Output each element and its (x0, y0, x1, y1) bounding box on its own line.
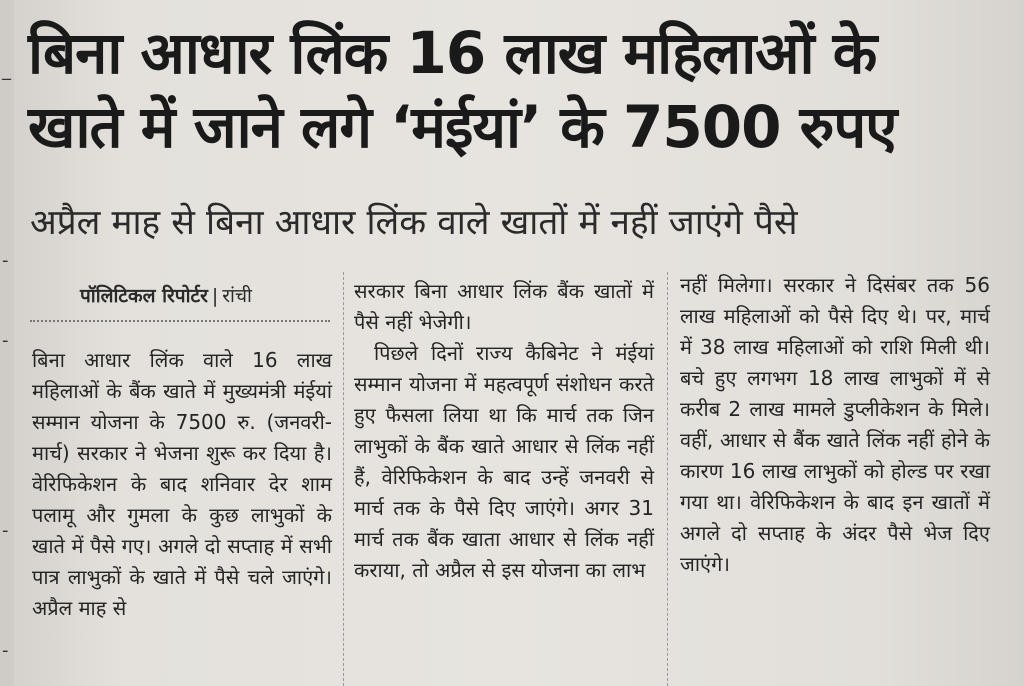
column-divider (343, 272, 344, 686)
paragraph: बिना आधार लिंक वाले 16 लाख महिलाओं के बैंक खाते में मुख्यमंत्री मंईयां सम्मान योजना के 7500 रु. (जनवरी-मार्च) सरकार ने भेजना शुरू कर दिया है। वेरिफिकेशन के बाद शनिवार देर शाम पलामू और गुमला के कुछ लाभुकों के खाते में पैसे गए। अगले दो सप्ताह में सभी पात्र लाभुकों के खाते में पैसे चले जाएंगे। अप्रैल माह से (32, 348, 332, 620)
article-column-1 (32, 345, 332, 624)
dateline-city: रांची (222, 285, 252, 307)
reporter-name: पॉलिटिकल रिपोर्टर (80, 285, 208, 307)
byline-separator: | (211, 285, 219, 307)
paragraph: पिछले दिनों राज्य कैबिनेट ने मंईयां सम्मान योजना में महत्वपूर्ण संशोधन करते हुए फैसला लिया था कि मार्च तक जिन लाभुकों के बैंक खाते आधार से लिंक नहीं हैं, वेरिफिकेशन के बाद उन्हें जनवरी से मार्च तक के पैसे दिए जाएंगे। अगर 31 मार्च तक बैंक खाता आधार से लिंक नहीं कराया, तो अप्रैल से इस योजना का लाभ (354, 341, 654, 582)
article-column-3 (680, 270, 990, 580)
headline-line-2: खाते में जाने लगे ‘मंईयां’ के 7500 रुपए (28, 93, 897, 161)
headline-line-1: बिना आधार लिंक 16 लाख महिलाओं के (28, 19, 877, 87)
byline (80, 282, 252, 308)
article-column-2 (354, 276, 654, 586)
paragraph: नहीं मिलेगा। सरकार ने दिसंबर तक 56 लाख महिलाओं को पैसे दिए थे। पर, मार्च में 38 लाख महिलाओं को राशि मिली थी। बचे हुए लगभग 18 लाख लाभुकों में से करीब 2 लाख मामले डुप्लीकेशन के मिले। वहीं, आधार से बैंक खाते लिंक नहीं होने के कारण 16 लाख लाभुकों को होल्ड पर रखा गया था। वेरिफिकेशन के बाद इन खातों में अगले दो सप्ताह के अंदर पैसे भेज दिए जाएंगे। (680, 273, 990, 576)
adjacent-column-edge: _ - - - - (0, 0, 14, 686)
column-divider (667, 272, 668, 686)
paragraph: सरकार बिना आधार लिंक बैंक खातों में पैसे नहीं भेजेगी। (354, 279, 654, 334)
byline-divider (30, 320, 330, 322)
headline (28, 16, 1008, 164)
subheadline: अप्रैल माह से बिना आधार लिंक वाले खातों में नहीं जाएंगे पैसे (30, 203, 798, 243)
